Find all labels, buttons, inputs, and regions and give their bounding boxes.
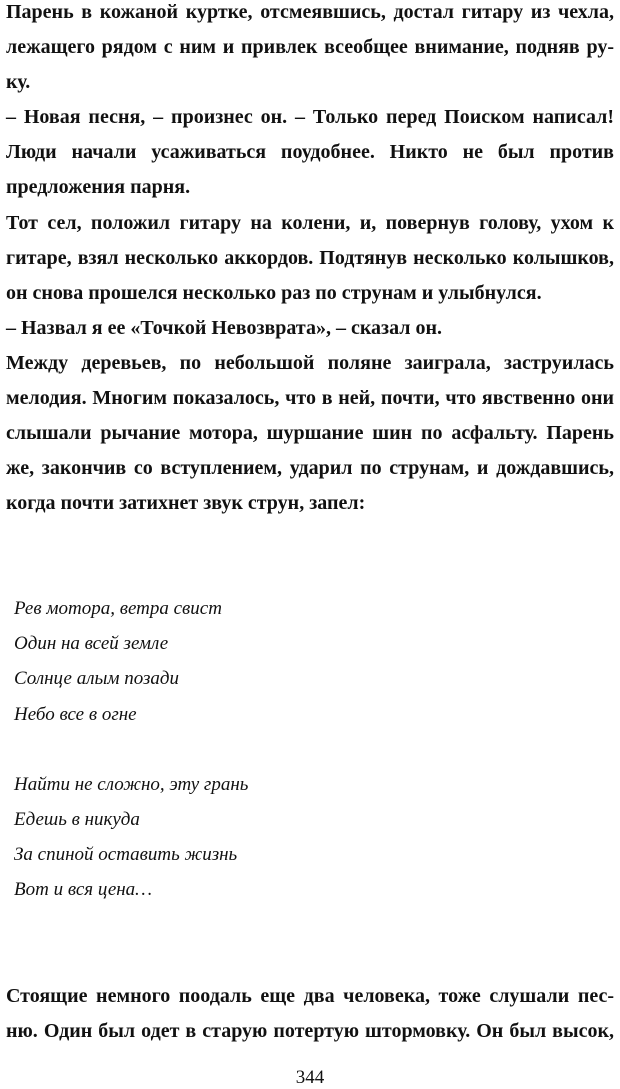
verse-1-line-2: Один на всей земле	[14, 633, 169, 654]
prose-line-12: мелодия. Многим показалось, что в ней, почти, что явственно они	[6, 387, 614, 409]
prose-line-5: Люди начали усаживаться поудобнее. Никто не был против	[6, 141, 614, 163]
prose-line-4: – Новая песня, – произнес он. – Только перед Поиском написал!	[6, 106, 614, 128]
closing-line-1: Стоящие немного поодаль еще два человека, тоже слушали пес-	[6, 985, 614, 1007]
verse-2-line-1: Найти не сложно, эту грань	[14, 774, 249, 795]
prose-line-9: он снова прошелся несколько раз по струнам и улыбнулся.	[6, 282, 542, 304]
page-number: 344	[295, 1067, 325, 1088]
prose-line-10: – Назвал я ее «Точкой Невозврата», – сказал он.	[6, 317, 443, 339]
prose-line-13: слышали рычание мотора, шуршание шин по асфальту. Парень	[6, 422, 614, 444]
verse-2-line-4: Вот и вся цена…	[14, 879, 153, 900]
prose-line-2: лежащего рядом с ним и привлек всеобщее внимание, подняв ру-	[6, 36, 614, 58]
prose-line-6: предложения парня.	[6, 176, 191, 198]
prose-line-7: Тот сел, положил гитару на колени, и, повернув голову, ухом к	[6, 212, 614, 234]
verse-1-line-1: Рев мотора, ветра свист	[14, 598, 222, 619]
prose-line-14: же, закончив со вступлением, ударил по струнам, и дождавшись,	[6, 457, 614, 479]
prose-line-8: гитаре, взял несколько аккордов. Подтянув несколько колышков,	[6, 247, 614, 269]
prose-line-11: Между деревьев, по небольшой поляне заиграла, заструилась	[6, 352, 614, 374]
verse-2-line-3: За спиной оставить жизнь	[14, 844, 238, 865]
closing-line-2: ню. Один был одет в старую потертую штормовку. Он был высок,	[6, 1020, 614, 1042]
verse-1-line-4: Небо все в огне	[14, 704, 137, 725]
prose-line-3: ку.	[6, 71, 31, 93]
prose-line-1: Парень в кожаной куртке, отсмеявшись, достал гитару из чехла,	[6, 1, 614, 23]
verse-2-line-2: Едешь в никуда	[14, 809, 140, 830]
verse-1-line-3: Солнце алым позади	[14, 668, 179, 689]
prose-line-15: когда почти затихнет звук струн, запел:	[6, 492, 366, 514]
